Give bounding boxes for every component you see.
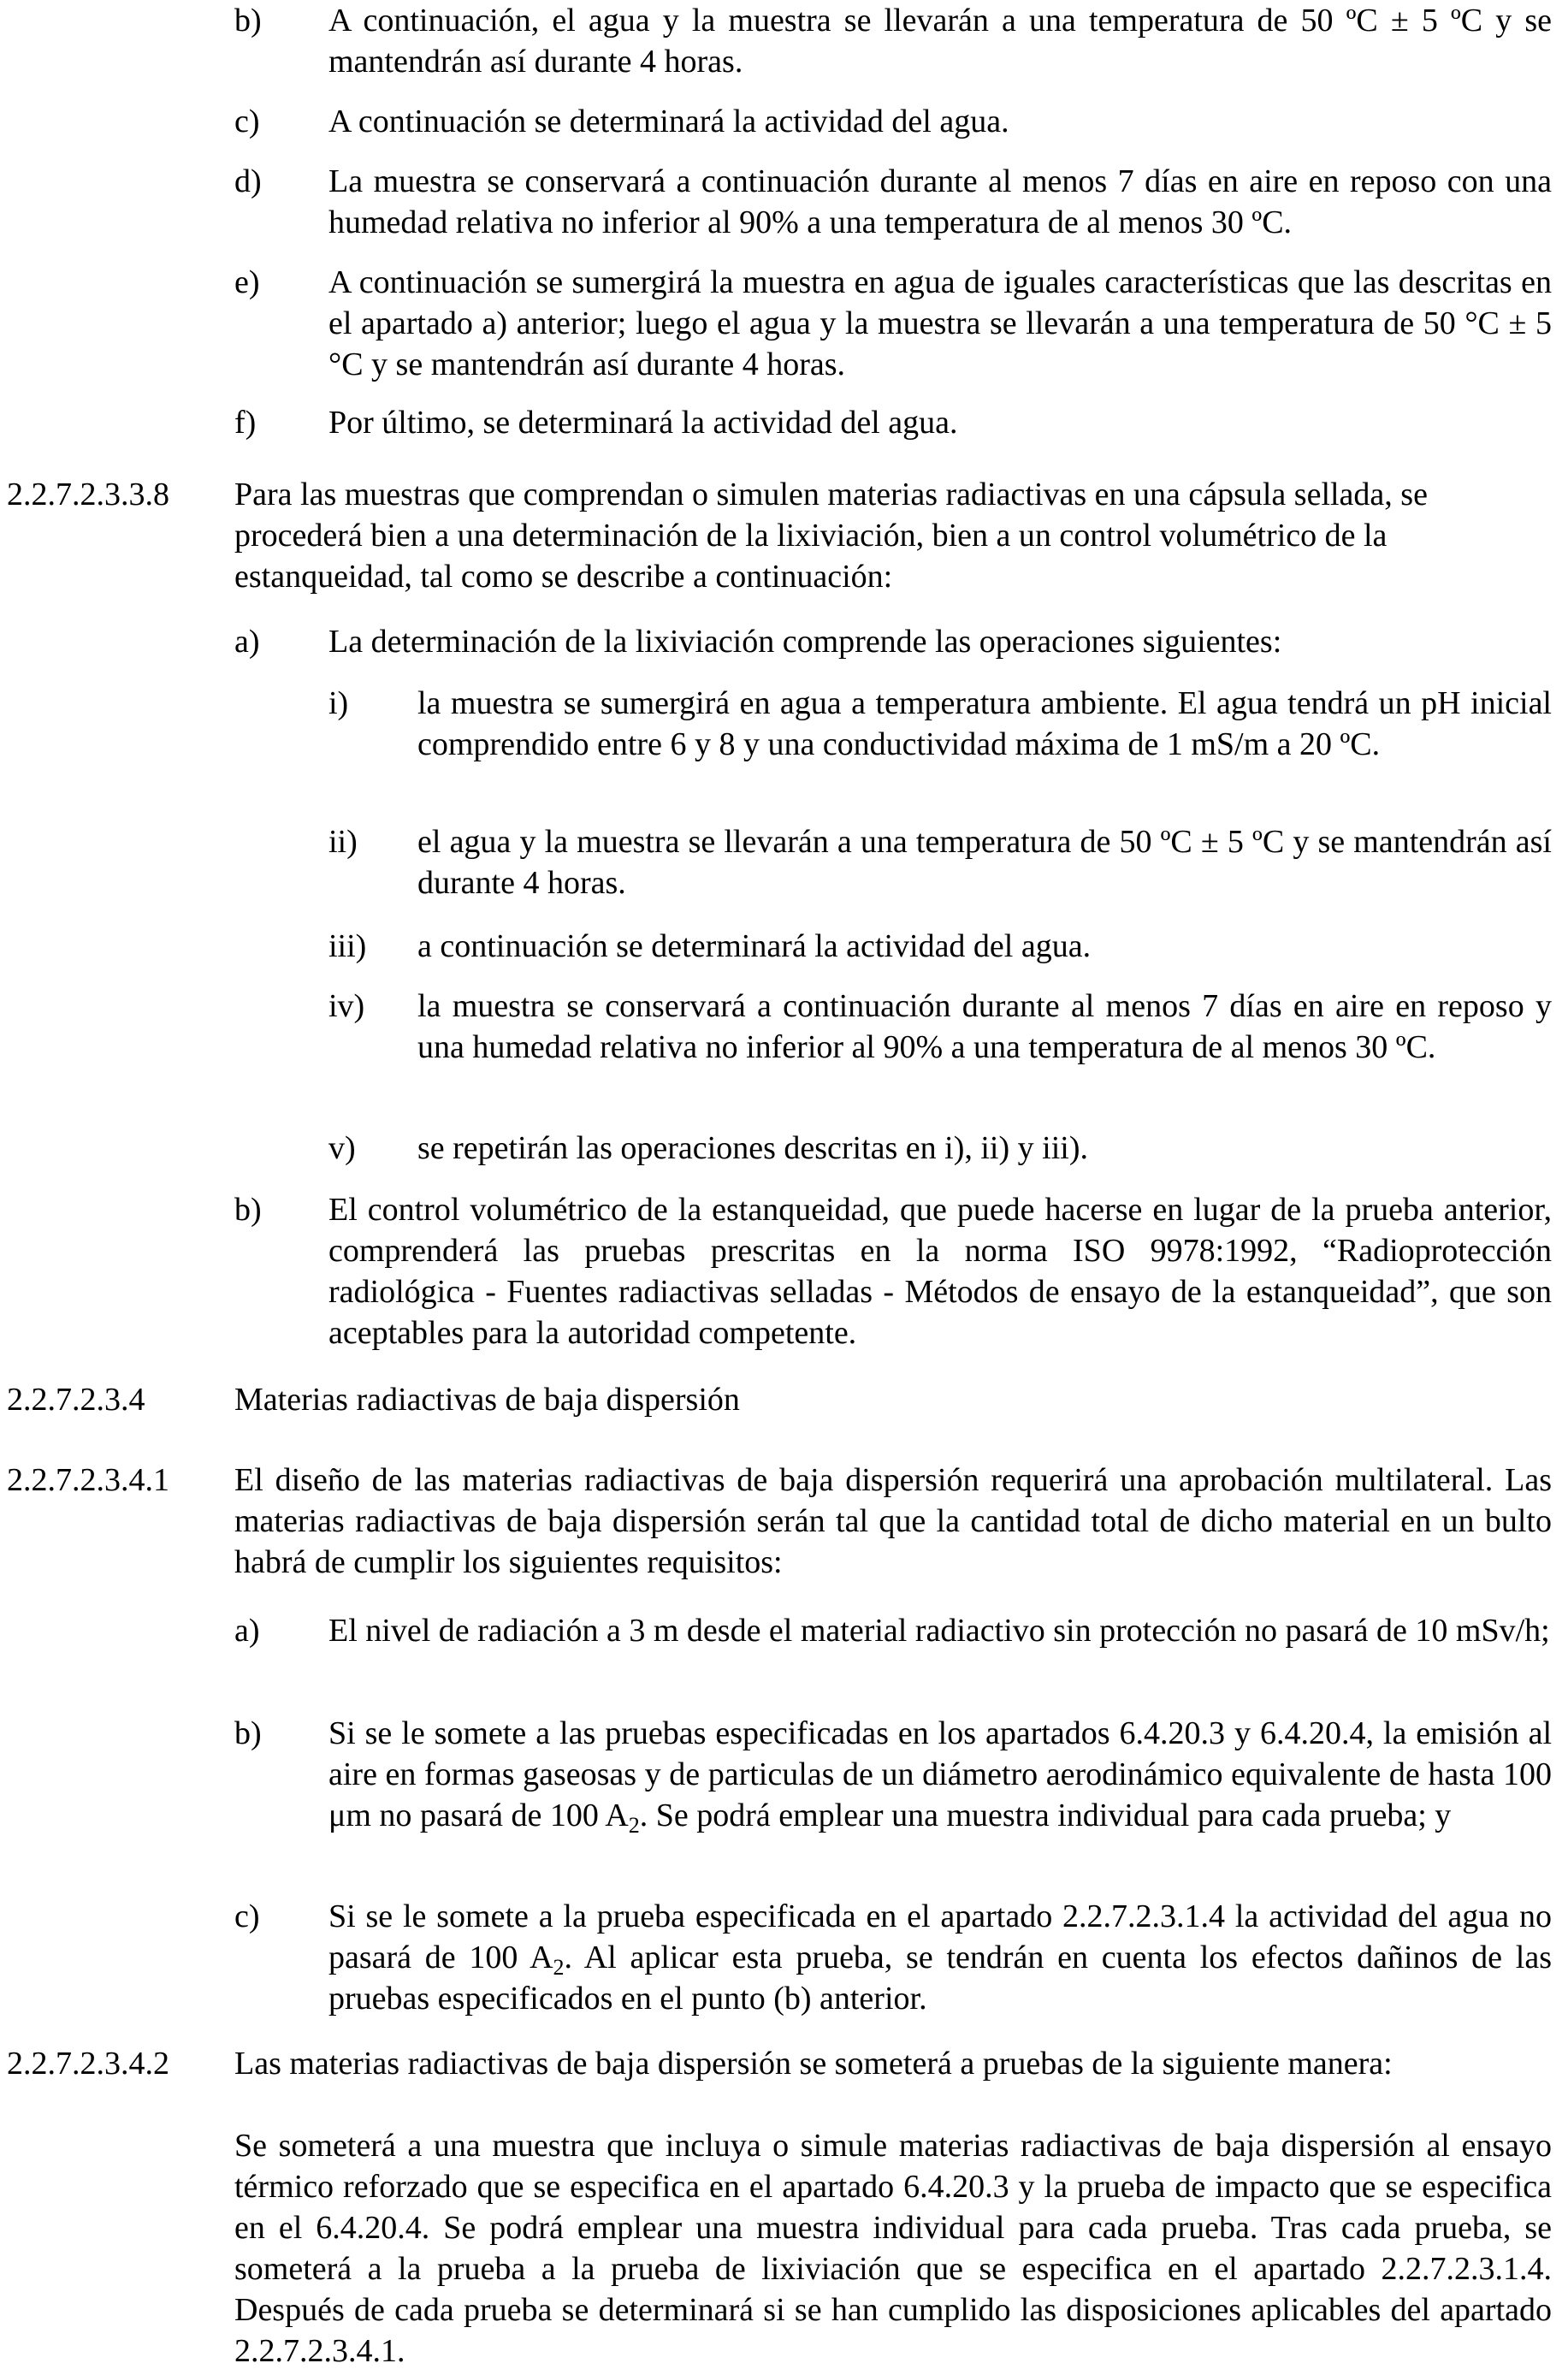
list-text: A continuación, el agua y la muestra se llevarán a una temperatura de 50 ºC ± 5 ºC y se mantendrán así durante 4 horas. [328, 3, 1552, 80]
list-text: A continuación se determinará la actividad del agua. [328, 104, 1009, 139]
paragraph-text: Se someterá a una muestra que incluya o simule materias radiactivas de baja dispersión al ensayo térmico reforzado que se especifica en el apartado 6.4.20.3 y la prueba de impacto que se especifica en el 6.4.20.4. Se podrá emplear una muestra individual para cada prueba. Tras cada prueba, se someterá a la prueba a la prueba de lixiviación que se especifica en el apartado 2.2.7.2.3.1.4. Después de cada prueba se determinará si se han cumplido las disposiciones aplicables del apartado 2.2.7.2.3.4.1. [234, 2128, 1552, 2369]
section-number: 2.2.7.2.3.3.8 [7, 477, 169, 512]
list-label: a) [234, 1613, 260, 1649]
sub-text: la muestra se sumergirá en agua a temperatura ambiente. El agua tendrá un pH inicial comprendido entre 6 y 8 y una conductividad máxima de 1 mS/m a 20 ºC. [417, 685, 1552, 762]
sub-text: la muestra se conservará a continuación durante al menos 7 días en aire en reposo y una humedad relativa no inferior al 90% a una temperatura de al menos 30 ºC. [417, 988, 1552, 1065]
list-text: La determinación de la lixiviación comprende las operaciones siguientes: [328, 624, 1282, 660]
sub-label: iv) [328, 988, 365, 1024]
list-text: Por último, se determinará la actividad del agua. [328, 405, 958, 441]
list-label: b) [234, 1715, 262, 1751]
sub-text: a continuación se determinará la actividad del agua. [417, 928, 1092, 964]
sub-label: iii) [328, 928, 367, 964]
section-heading: Materias radiactivas de baja dispersión [234, 1382, 740, 1418]
list-text: Si se le somete a las pruebas especificadas en los apartados 6.4.20.3 y 6.4.20.4, la emisión al aire en formas gaseosas y de particulas de un diámetro aerodinámico equivalente de hasta 100 μm no pasará de 100 $A_2$. Se podrá emplear una muestra individual para cada prueba; y [328, 1715, 1552, 1838]
sub-label: v) [328, 1130, 356, 1166]
section-text: Para las muestras que comprendan o simulen materias radiactivas en una cápsula sellada, se procederá bien a una determinación de la lixiviación, bien a un control volumétrico de la estanqueidad, tal como se describe a continuación: [234, 477, 1428, 595]
list-label: e) [234, 264, 260, 300]
list-label: d) [234, 163, 262, 199]
section-text: Las materias radiactivas de baja dispersión se someterá a pruebas de la siguiente manera: [234, 2046, 1393, 2082]
list-text: Si se le somete a la prueba especificada en el apartado 2.2.7.2.3.1.4 la actividad del agua no pasará de 100 $A_2$. Al aplicar esta prueba, se tendrán en cuenta los efectos dañinos de las pruebas especificados en el punto (b) anterior. [328, 1898, 1552, 2017]
list-label: f) [234, 405, 257, 441]
list-text: El control volumétrico de la estanqueidad, que puede hacerse en lugar de la prueba anterior, comprenderá las pruebas prescritas en la norma ISO 9978:1992, “Radioprotección radiológica - Fuentes radiactivas selladas - Métodos de ensayo de la estanqueidad”, que son aceptables para la autoridad competente. [328, 1192, 1552, 1351]
list-label: a) [234, 624, 260, 660]
list-label: b) [234, 3, 262, 38]
section-number: 2.2.7.2.3.4.1 [7, 1462, 169, 1498]
list-label: b) [234, 1192, 262, 1228]
sub-label: i) [328, 685, 349, 721]
sub-text: el agua y la muestra se llevarán a una temperatura de 50 ºC ± 5 ºC y se mantendrán así durante 4 horas. [417, 824, 1552, 901]
section-text: El diseño de las materias radiactivas de baja dispersión requerirá una aprobación multilateral. Las materias radiactivas de baja dispersión serán tal que la cantidad total de dicho material en un bulto habrá de cumplir los siguientes requisitos: [234, 1462, 1552, 1580]
list-label: c) [234, 104, 260, 139]
list-text: La muestra se conservará a continuación durante al menos 7 días en aire en reposo con una humedad relativa no inferior al 90% a una temperatura de al menos 30 ºC. [328, 163, 1552, 240]
sub-text: se repetirán las operaciones descritas en i), ii) y iii). [417, 1130, 1088, 1166]
section-number: 2.2.7.2.3.4 [7, 1382, 145, 1418]
list-label: c) [234, 1898, 260, 1934]
list-text: El nivel de radiación a 3 m desde el material radiactivo sin protección no pasará de 10 mSv/h; [328, 1613, 1550, 1649]
section-number: 2.2.7.2.3.4.2 [7, 2046, 169, 2082]
sub-label: ii) [328, 824, 358, 860]
list-text: A continuación se sumergirá la muestra en agua de iguales características que las descritas en el apartado a) anterior; luego el agua y la muestra se llevarán a una temperatura de 50 °C ± 5 °C y se mantendrán así durante 4 horas. [328, 264, 1552, 382]
